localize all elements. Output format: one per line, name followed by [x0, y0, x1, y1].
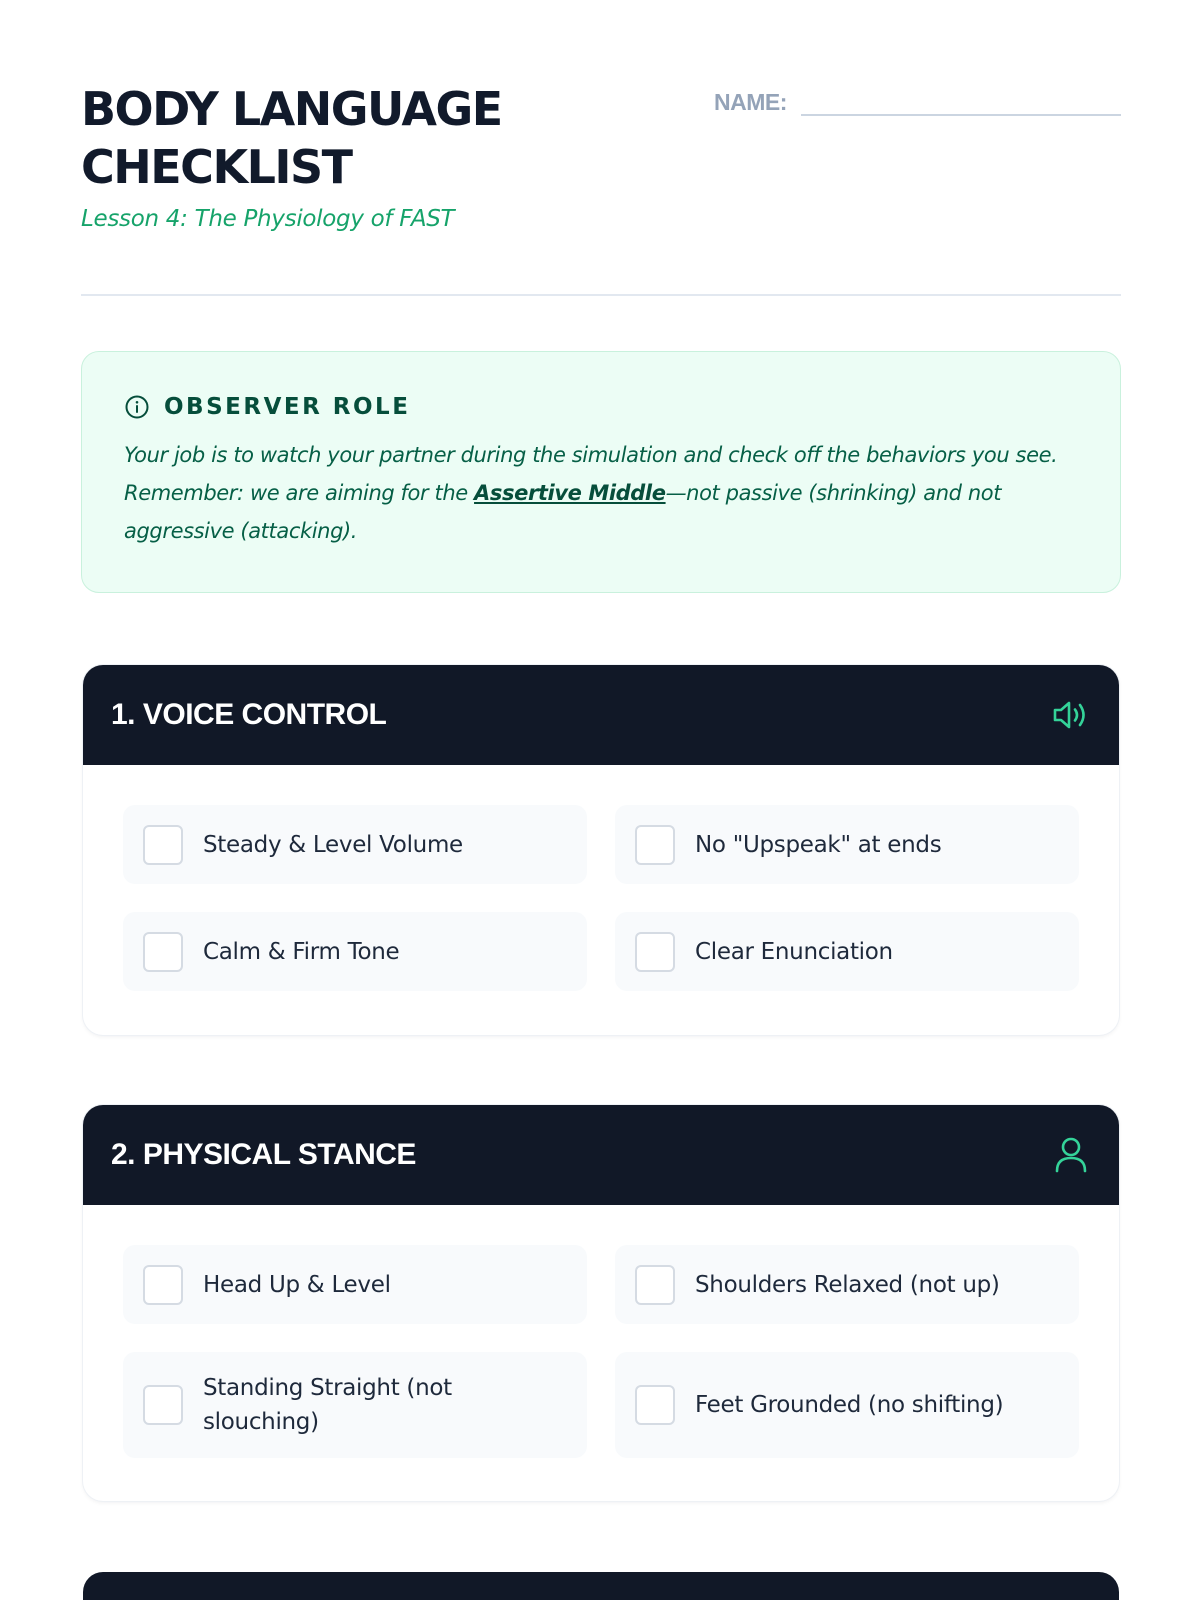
checkbox[interactable] [635, 1265, 675, 1305]
section-header [83, 1105, 1119, 1205]
name-field-group [714, 86, 1121, 116]
checkbox[interactable] [143, 932, 183, 972]
page-title: BODY LANGUAGE CHECKLIST [81, 82, 502, 194]
checklist-item[interactable] [615, 1245, 1079, 1324]
checklist-grid [83, 1205, 1119, 1498]
speaker-volume-icon [1051, 695, 1091, 735]
info-circle-icon [124, 394, 150, 420]
checkbox[interactable] [635, 1385, 675, 1425]
checklist-item[interactable] [123, 805, 587, 884]
name-input-line[interactable] [801, 86, 1121, 116]
checklist-item[interactable] [615, 805, 1079, 884]
checkbox[interactable] [143, 1265, 183, 1305]
checklist-item-label: Steady & Level Volume [203, 831, 463, 858]
section-physical-stance [83, 1105, 1119, 1501]
section-voice-control [83, 665, 1119, 1035]
checkbox[interactable] [143, 825, 183, 865]
checklist-item-label: Shoulders Relaxed (not up) [695, 1271, 1000, 1298]
assertive-middle-emphasis: Assertive Middle [474, 481, 666, 505]
observer-text-part: Your job is to watch your partner during the simulation and check off the behaviors you see. Remember: we are aiming for the [124, 443, 1058, 505]
checkbox[interactable] [143, 1385, 183, 1425]
section-title: 1. VOICE CONTROL [111, 698, 387, 731]
observer-role-header [124, 392, 1078, 422]
checklist-item-label: Standing Straight (not slouching) [203, 1375, 452, 1435]
observer-role-title: OBSERVER ROLE [164, 394, 411, 420]
name-label: NAME: [714, 89, 787, 115]
checklist-item[interactable] [615, 912, 1079, 991]
checklist-item-label: Feet Grounded (no shifting) [695, 1392, 1004, 1418]
checklist-item-label: Calm & Firm Tone [203, 938, 400, 965]
section-header [83, 665, 1119, 765]
checklist-item-label: Head Up & Level [203, 1271, 391, 1298]
lesson-subtitle: Lesson 4: The Physiology of FAST [81, 206, 455, 232]
page-header [81, 80, 1121, 296]
person-icon [1051, 1135, 1091, 1175]
observer-role-callout [81, 351, 1121, 593]
checklist-grid [83, 765, 1119, 1031]
checklist-item[interactable] [123, 1245, 587, 1324]
section-title: 2. PHYSICAL STANCE [111, 1138, 416, 1171]
checklist-item[interactable] [123, 912, 587, 991]
checklist-item[interactable] [615, 1352, 1079, 1458]
section-header-partial [83, 1572, 1119, 1600]
checklist-item-label: Clear Enunciation [695, 938, 893, 965]
observer-role-description [124, 436, 1078, 550]
checkbox[interactable] [635, 825, 675, 865]
checklist-item[interactable] [123, 1352, 587, 1458]
checkbox[interactable] [635, 932, 675, 972]
checklist-item-label: No "Upspeak" at ends [695, 831, 942, 858]
observer-text-part: —not passive (shrinking) and not aggressive (attacking). [124, 481, 1002, 543]
